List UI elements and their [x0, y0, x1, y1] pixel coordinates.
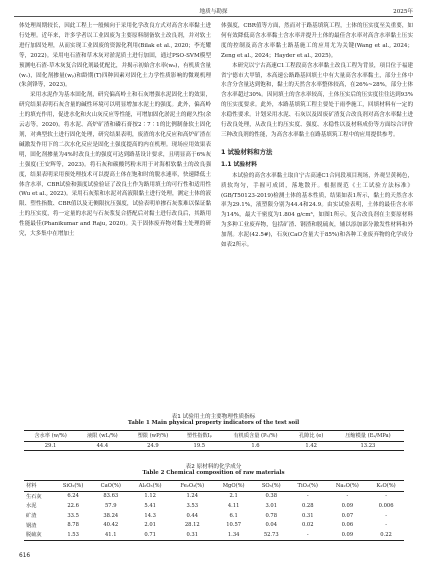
table2-cell: 0.07	[341, 512, 354, 519]
table2-cell: 0.09	[341, 531, 354, 538]
table1-cell: 29.1	[44, 442, 57, 449]
table1-caption-block	[0, 412, 427, 432]
table2-cell: 22.6	[67, 502, 79, 509]
table2-cell: 0.31	[301, 512, 314, 519]
table2-cell: 1.53	[67, 531, 79, 538]
table2-row	[24, 491, 404, 501]
table2-cell: 6.1	[229, 512, 238, 519]
table2-cell: -	[385, 512, 387, 519]
page-number: 616	[19, 553, 31, 559]
table2-cell: -	[306, 531, 309, 538]
right-column	[221, 22, 413, 251]
table2-cell: 0.28	[301, 502, 314, 509]
table2-cell: 0.006	[378, 502, 394, 509]
table2-row	[24, 520, 404, 530]
table1-header-cell: 塑性指数Iₚ	[186, 433, 212, 440]
table1-cell: 13.23	[360, 442, 376, 449]
table1-cell: 1.42	[305, 442, 317, 449]
table2-cell: 8.78	[67, 522, 79, 529]
table2-cell: 38.24	[103, 512, 119, 519]
table2-cell: 0.04	[265, 522, 278, 529]
table2	[24, 480, 404, 541]
table2-header-row	[24, 481, 404, 492]
table2-cell: 1.12	[144, 493, 156, 500]
table2-cell: -	[385, 522, 387, 529]
table2-cell: 33.5	[67, 512, 79, 519]
left-column	[19, 22, 211, 240]
table2-cell: 0.02	[301, 522, 314, 529]
table2-cell: 0.22	[380, 531, 392, 538]
section-title: 1 试验材料和方法	[221, 147, 273, 156]
table2-cell: 0.44	[186, 512, 199, 519]
table1-header-row	[24, 431, 404, 442]
table2-cell: 5.41	[144, 502, 156, 509]
table2-row	[24, 501, 404, 511]
table1-cell: 24.9	[147, 442, 159, 449]
table2-header-cell: Na₂O(%)	[335, 482, 359, 489]
table2-cell: 0.31	[186, 531, 199, 538]
table1-cell: 19.5	[193, 442, 206, 449]
table1-caption: 表1 试验用土的主要物理性质指标	[171, 414, 256, 420]
table2-caption-block	[0, 462, 427, 482]
journal-name: 地质与勘探	[199, 9, 228, 15]
table1-header-cell: 含水率 (w/%)	[34, 433, 67, 440]
table1-header-cell: 孔隙比 (e)	[299, 433, 324, 440]
table2-header-cell: Al₂O₃(%)	[138, 482, 162, 489]
subsection-title: 1.1 试验材料	[221, 161, 258, 168]
table2-header-cell: SO₃(%)	[261, 482, 281, 489]
table1-header-cell: 有机质含量 (Pₙ/%)	[233, 433, 278, 440]
right-paragraph-3: 本试验的高含水率黏土取自宁古高速C1合同段项目现场，外观呈黄褐色，质软均匀，手握可成团，落地散开。根据规范《土工试验方法标准》(GB/T50123-2019)检测土体的基本性质，结果如表1所示，黏土的天然含水率为29.1%，液塑限分别为44.4和24.9。由实试验表明，土体的最佳含水率为14%，最大干密度为1.804 g/cm³，如图1所示。复合改良剂在主要原材料为多种工业废弃物，包括矿渣、钢渣和脱硫灰，辅以添加部分激发性材料和外加剂。水泥(42.5#)，石灰(CaO含量大于85%)和各种工业废弃物的化学成分如表2所示。	[221, 172, 413, 249]
left-paragraph-1: 体处理周期较长，因此工程上一般倾向于采用化学改良方式对高含水率黏土进行处理。近年来，许多学者以工业固废为主要原料制备软土改良剂，并对软土进行加固处理，从而实现工业固废的资源化利用(Bilak et al., 2020；李光耀等，2022)。采用电石渣和草木灰对淤泥质土进行加固，通过PSO-SVM模型预测电石渣-草木灰复合固化剂最优配比，并揭示初始含水率(w₀)，有机质含量(wₒ)，固化剂掺量(wₚ)和龄期(T)四种因素对固化土力学性质影响的微观机理(朱剑锋等，2023)。	[19, 23, 211, 89]
table2-cell: 0.09	[341, 502, 354, 509]
table2-header-cell: TiO₂(%)	[297, 482, 318, 489]
table1-cell: 44.4	[96, 442, 109, 449]
table2-header-cell: Fe₂O₃(%)	[180, 482, 205, 489]
table2-header-cell: CaO(%)	[100, 482, 121, 489]
table2-header-cell: MgO(%)	[222, 482, 245, 489]
running-header	[14, 6, 413, 17]
table2-cell: 4.11	[227, 502, 240, 509]
table1-data-row	[24, 441, 404, 451]
table1-header-cell: 塑限 (wP/%)	[137, 433, 169, 440]
table2-cell: 6.24	[67, 493, 79, 500]
table2-material-cell: 矿渣	[26, 513, 37, 520]
table1-cell: 1.6	[251, 442, 260, 449]
table2-header-cell: K₂O(%)	[376, 482, 396, 489]
table2-material-cell: 水泥	[26, 503, 37, 510]
left-paragraph-2: 采用水泥作为基本固化剂，研究偏高岭土和石灰增强水泥固化土的效果，研究结果表明石灰含量的碱性环境可以明显增加水泥土的强度。此外，偏高岭土的填充作用，促进水化和火山灰反应等性能，可增加固化淤泥土的耐久性(余云志等，2020)。将水泥、高炉矿渣和磷石膏按2∶7∶1的比例制备软土固化剂，对典型软土进行固化处理，研究结果表明，废渣的水化反应和高炉矿渣在碱激发作用下的二次水化反应是固化土强度提高的内在机理。现场应用效果表明，固化剂掺量为4%时改良土的强度可达到路基设计要求，且明显高于6%灰土强度(王安辉等，2023)。将石灰和碳酸钙粉末用于对海相软黏土的改良强度，结果表明采用预处理技术可以提高土体在饱和时的脱水速率，快速降低土体含水率，CBR试验和强度试验验证了改良土作为路用填土的可行性和适用性(Wu et al., 2022)。采用石灰浆和水泥对高液限黏土进行处理，测定土体的液限、塑性指数、CBR值以及无侧限抗压强度，试验表明单掺石灰浆难以保证黏土的压实度，将一定量的水泥与石灰浆复合搭配后对黏土进行改良后，其路用性能最佳(Phanikumar and Raju, 2020)。关于固体废弃物对黏土处理的研究，大多集中在增加土	[19, 92, 211, 238]
table2-cell: 10.57	[226, 522, 242, 529]
right-paragraph-1: 体强度，CBR值等方面，然而对于路基填筑工程，土体的压实度至关重要，如何有效降低高含水率黏土含水率并提升土体的最佳含水率对高含水率黏土压实度的控制及高含水率黏土路基施工的应用尤为关键(Wang et al., 2024；Zeng et al., 2024；Hayder et al., 2025)。	[221, 23, 413, 59]
table2-cell: 83.63	[103, 493, 119, 500]
table2-row	[24, 530, 404, 540]
table2-cell: 14.3	[144, 512, 156, 519]
table2-cell: 41.1	[105, 531, 117, 538]
table2-cell: -	[385, 493, 387, 500]
table1	[24, 430, 404, 451]
table2-cell: 0.78	[265, 512, 278, 519]
right-paragraph-2: 本研究以宁古高速C1工程段高含水率黏土改良工程为背景，项目位于福建省宁德市大甲镇，本高速公路路基回填土中有大量高含水率黏土，部分土体中水含分含量达到饱和，黏土的天然含水率整体较高，在26%~28%，部分土体含水率超过30%。因同填土的含水率较高，土体压实后的压实度往往达到93%的压实度要求。此外，本路基填筑工程主要处于雨季施工，回填材料有一定的水稳性要求。计划采用水泥、石灰以及固废矿渣复合改良剂对高含水率黏土进行改良处理，从改良土的压实度、强度、水稳性以及材料成份等方面综合评价三种改良剂的性能，为高含水率黏土在路基填筑工程中的应用提供参考。	[221, 62, 413, 138]
table1-header-cell: 压缩模量 (Eₛ/MPa)	[345, 433, 391, 440]
table2-cell: 52.73	[263, 531, 279, 538]
table1-caption-en: Table 1 Main physical property indicators of the test soil	[127, 420, 300, 426]
table2-cell: 1.34	[227, 531, 240, 538]
table1-header-cell: 液限 (wL/%)	[87, 433, 118, 440]
table2-cell: -	[346, 493, 349, 500]
table2-cell: 1.24	[186, 493, 199, 500]
table2-cell: 2.1	[229, 493, 238, 500]
table2-cell: 28.12	[184, 522, 200, 529]
table2-cell: 57.9	[105, 502, 117, 509]
table2-cell: 2.01	[144, 522, 156, 529]
table2-caption: 表2 原材料的化学成分	[185, 464, 242, 470]
table2-cell: 0.06	[341, 522, 354, 529]
table2-material-cell: 生石灰	[26, 493, 42, 500]
table2-cell: -	[306, 493, 309, 500]
table2-cell: 40.42	[103, 522, 119, 529]
table2-cell: 0.38	[265, 493, 278, 500]
table2-cell: 0.71	[144, 531, 156, 538]
journal-year: 2025年	[393, 9, 413, 15]
table2-material-cell: 脱硫灰	[26, 532, 42, 539]
table2-cell: 3.53	[186, 502, 199, 509]
table2-row	[24, 511, 404, 521]
table2-header-cell: SiO₂(%)	[62, 482, 84, 489]
table2-material-cell: 钢渣	[26, 522, 37, 529]
table2-cell: 3.01	[265, 502, 278, 509]
table2-caption-en: Table 2 Chemical composition of raw materials	[142, 470, 285, 476]
table2-header-cell: 材料	[26, 483, 37, 490]
